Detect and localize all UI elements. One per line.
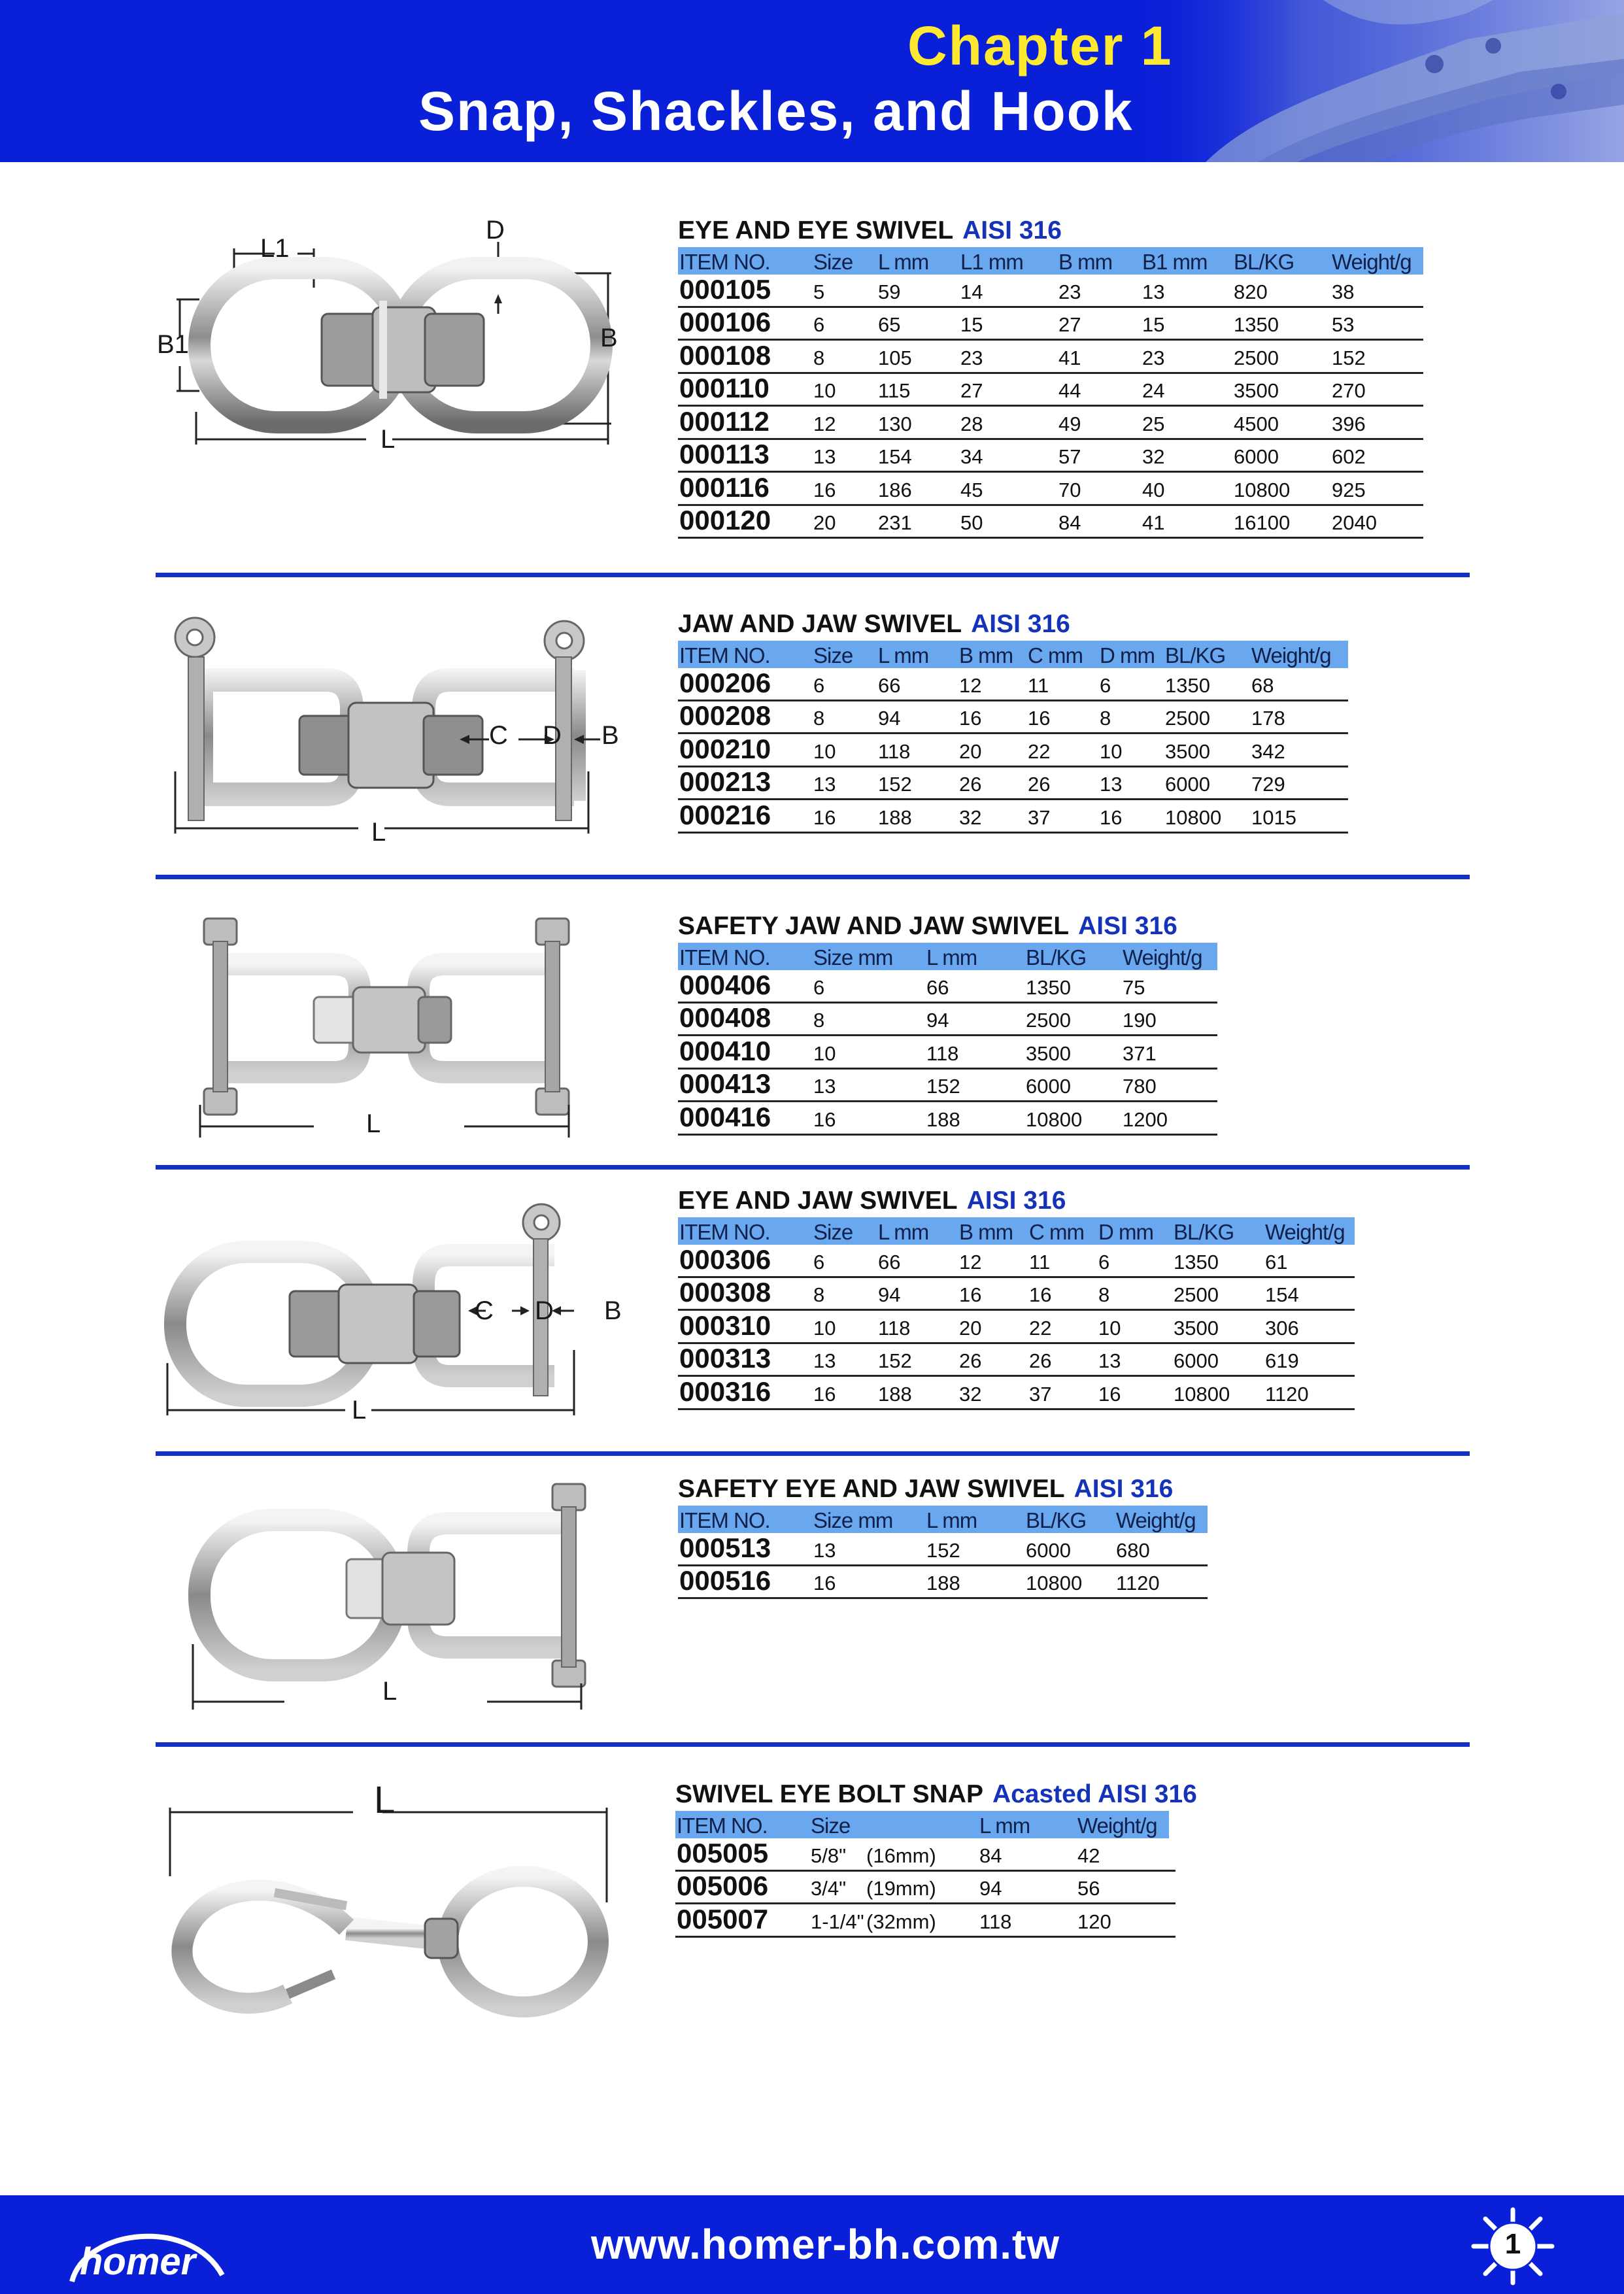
table-cell: 8 [813, 1283, 825, 1306]
table-row [678, 1036, 1217, 1070]
item-number: 000116 [679, 471, 770, 503]
dim-l-label: L [382, 1677, 398, 1706]
table-cell: 396 [1332, 412, 1366, 435]
table-cell: (32mm) [866, 1910, 936, 1933]
item-number: 000120 [679, 505, 771, 535]
table-cell: 41 [1058, 346, 1081, 369]
table-row [675, 1904, 1176, 1938]
table-cell: 25 [1142, 412, 1165, 435]
table-cell: 270 [1332, 379, 1366, 402]
table-cell: 152 [926, 1075, 960, 1098]
homer-logo-text: homer [80, 2240, 196, 2283]
table-cell: 84 [1058, 511, 1081, 534]
table-title: SWIVEL EYE BOLT SNAP Acasted AISI 316 [675, 1780, 1197, 1808]
table-cell: 10800 [1165, 805, 1222, 829]
table-cell: 20 [959, 739, 982, 763]
table-cell: 12 [959, 1250, 982, 1274]
page-number: 1 [1504, 2228, 1521, 2260]
dim-l-label: L [381, 425, 396, 454]
table-row [678, 1278, 1355, 1311]
table-cell: 154 [1265, 1283, 1299, 1306]
chapter-title: Snap, Shackles, and Hook [418, 80, 1134, 142]
safety-jaw-jaw-swivel-figure [190, 912, 582, 1147]
table-cell: 94 [878, 707, 901, 730]
table-title: SAFETY JAW AND JAW SWIVEL AISI 316 [678, 912, 1177, 940]
table-cell: 3/4" [811, 1877, 847, 1900]
table-cell: 10 [813, 379, 836, 402]
table-cell: 10 [1098, 1316, 1121, 1340]
table-cell: 2500 [1234, 346, 1279, 369]
table-cell: 6 [813, 975, 825, 999]
table-cell: 41 [1142, 511, 1165, 534]
page-header [0, 0, 1624, 162]
table-cell: 16 [959, 707, 982, 730]
item-number: 000410 [679, 1035, 771, 1066]
item-number: 000206 [679, 667, 771, 698]
table-cell: 13 [1142, 280, 1165, 303]
table-cell: 11 [1029, 1250, 1051, 1274]
table-cell: 1350 [1234, 313, 1279, 336]
table-cell: 8 [1100, 707, 1111, 730]
table-cell: 118 [979, 1910, 1012, 1933]
table-cell: 23 [1142, 346, 1165, 369]
material-standard: AISI 316 [962, 216, 1062, 245]
table-cell: 306 [1265, 1316, 1299, 1340]
table-cell: 10 [813, 739, 836, 763]
table-cell: 28 [960, 412, 983, 435]
table-cell: 6000 [1026, 1075, 1071, 1098]
table-cell: 619 [1265, 1349, 1299, 1372]
table-cell: 6000 [1174, 1349, 1219, 1372]
table-cell: 24 [1142, 379, 1165, 402]
item-number: 000108 [679, 339, 771, 371]
table-cell: 53 [1332, 313, 1355, 336]
table-cell: 186 [878, 478, 912, 501]
table-cell: 84 [979, 1844, 1002, 1867]
table-row [678, 1533, 1208, 1566]
table-cell: 8 [1098, 1283, 1110, 1306]
table-cell: 3500 [1026, 1041, 1071, 1065]
table-cell: 12 [813, 412, 836, 435]
table-cell: 57 [1058, 445, 1081, 468]
table-cell: 118 [926, 1041, 959, 1065]
table-row [678, 440, 1423, 473]
dim-d-label: D [543, 721, 562, 750]
section-divider [156, 1451, 1470, 1456]
table-cell: 16 [1100, 805, 1123, 829]
table-cell: 152 [926, 1538, 960, 1562]
table-row [678, 374, 1423, 407]
table-row [678, 407, 1423, 440]
table-cell: 8 [813, 1009, 825, 1032]
table-cell: 37 [1028, 805, 1051, 829]
table-cell: 16 [1028, 707, 1051, 730]
table-row [678, 1311, 1355, 1344]
item-number: 005005 [677, 1837, 769, 1868]
table-cell: 152 [1332, 346, 1366, 369]
table-cell: 13 [813, 1075, 836, 1098]
table-cell: 3500 [1174, 1316, 1219, 1340]
table-cell: 50 [960, 511, 983, 534]
table-cell: 10800 [1026, 1107, 1083, 1131]
table-cell: 13 [813, 1538, 836, 1562]
table-cell: 188 [878, 805, 912, 829]
item-number: 000210 [679, 733, 771, 764]
table-row [678, 506, 1423, 539]
table-cell: 820 [1234, 280, 1268, 303]
dim-l1-label: L1 [260, 234, 290, 263]
table-cell: 602 [1332, 445, 1366, 468]
table-cell: 23 [960, 346, 983, 369]
table-header: ITEM NO. Size mm L mm BL/KG Weight/g [678, 1506, 1208, 1533]
eye-jaw-swivel-table [678, 1185, 1355, 1410]
table-cell: 94 [979, 1877, 1002, 1900]
table-cell: 188 [878, 1382, 912, 1406]
table-cell: 22 [1028, 739, 1051, 763]
table-cell: 27 [960, 379, 983, 402]
table-cell: 3500 [1165, 739, 1210, 763]
table-cell: 26 [1029, 1349, 1052, 1372]
table-cell: 115 [878, 379, 911, 402]
dim-b1-label: B1 [157, 330, 189, 359]
table-cell: 16 [1029, 1283, 1052, 1306]
table-cell: 16 [959, 1283, 982, 1306]
table-cell: 23 [1058, 280, 1081, 303]
table-cell: 20 [813, 511, 836, 534]
table-cell: 16 [1098, 1382, 1121, 1406]
table-title: EYE AND JAW SWIVEL AISI 316 [678, 1187, 1066, 1215]
table-cell: 16 [813, 1572, 836, 1594]
table-cell: 118 [878, 739, 911, 763]
table-header: ITEM NO. Size L mm B mm C mm D mm BL/KG Weight/g [678, 641, 1348, 668]
table-cell: 32 [959, 1382, 982, 1406]
table-cell: 20 [959, 1316, 982, 1340]
material-standard: Acasted AISI 316 [992, 1780, 1197, 1808]
eye-jaw-swivel-figure [156, 1193, 626, 1435]
table-cell: 68 [1251, 673, 1274, 697]
table-cell: 4500 [1234, 412, 1279, 435]
table-cell: 26 [1028, 773, 1051, 796]
table-cell: 1350 [1174, 1250, 1219, 1274]
table-cell: 6000 [1165, 773, 1210, 796]
table-cell: 13 [813, 773, 836, 796]
header-shackle-photo [1127, 0, 1624, 162]
item-number: 000113 [679, 439, 770, 469]
table-cell: 2040 [1332, 511, 1377, 534]
table-cell: 5/8" [811, 1844, 847, 1867]
section-divider [156, 1165, 1470, 1170]
table-row [675, 1838, 1176, 1872]
table-cell: 94 [926, 1009, 949, 1032]
item-number: 000208 [679, 700, 771, 731]
table-cell: 178 [1251, 707, 1285, 730]
dim-l-label: L [374, 1779, 396, 1821]
jaw-jaw-swivel-figure [162, 611, 633, 853]
table-row [678, 1377, 1355, 1410]
eye-eye-swivel-figure [150, 216, 660, 464]
dim-l-label: L [366, 1109, 381, 1138]
table-cell: 13 [1098, 1349, 1121, 1372]
table-cell: 10800 [1174, 1382, 1230, 1406]
table-cell: 188 [926, 1107, 960, 1131]
item-number: 000112 [679, 405, 770, 437]
dim-l-label: L [371, 818, 386, 847]
material-standard: AISI 316 [1074, 1475, 1174, 1503]
table-cell: 15 [1142, 313, 1165, 336]
swivel-eye-bolt-snap-figure [157, 1778, 628, 2027]
table-cell: 130 [878, 412, 912, 435]
chapter-number: Chapter 1 [907, 15, 1173, 76]
table-cell: 66 [926, 975, 949, 999]
table-cell: 190 [1123, 1009, 1157, 1032]
table-row [678, 1070, 1217, 1103]
item-number: 000216 [679, 799, 771, 830]
material-standard: AISI 316 [966, 1187, 1066, 1215]
table-cell: 49 [1058, 412, 1081, 435]
table-row [678, 734, 1348, 767]
table-cell: 5 [813, 280, 825, 303]
material-standard: AISI 316 [971, 610, 1070, 638]
item-number: 000408 [679, 1002, 771, 1033]
item-number: 000313 [679, 1343, 771, 1374]
item-number: 005006 [677, 1870, 769, 1901]
table-cell: 10 [1100, 739, 1123, 763]
table-cell: 8 [813, 346, 825, 369]
table-title: EYE AND EYE SWIVEL AISI 316 [678, 216, 1062, 245]
table-cell: 14 [960, 280, 983, 303]
table-cell: 15 [960, 313, 983, 336]
table-row [678, 1004, 1217, 1037]
table-cell: 371 [1123, 1041, 1157, 1065]
safety-eye-jaw-swivel-figure [186, 1474, 605, 1736]
dim-d-label: D [535, 1296, 554, 1325]
table-cell: 6000 [1026, 1538, 1071, 1562]
dim-d-label: D [486, 216, 505, 245]
table-cell: 12 [959, 673, 982, 697]
table-cell: 6 [1098, 1250, 1110, 1274]
table-title: JAW AND JAW SWIVEL AISI 316 [678, 610, 1070, 638]
table-cell: (16mm) [866, 1844, 936, 1867]
table-cell: 2500 [1174, 1283, 1219, 1306]
table-cell: 105 [878, 346, 912, 369]
table-cell: 10800 [1234, 478, 1291, 501]
item-number: 000110 [679, 373, 770, 403]
table-cell: 70 [1058, 478, 1081, 501]
table-cell: 10800 [1026, 1572, 1083, 1594]
table-row [678, 1245, 1355, 1278]
item-number: 000213 [679, 766, 771, 797]
table-cell: 925 [1332, 478, 1366, 501]
table-cell: 10 [813, 1041, 836, 1065]
table-row [678, 701, 1348, 735]
table-header: ITEM NO. Size L mm B mm C mm D mm BL/KG Weight/g [678, 1217, 1355, 1245]
item-number: 000310 [679, 1309, 771, 1341]
table-cell: 16 [813, 805, 836, 829]
table-cell: 1-1/4" [811, 1910, 864, 1933]
table-cell: 59 [878, 280, 901, 303]
table-cell: 32 [1142, 445, 1165, 468]
table-cell: 152 [878, 1349, 912, 1372]
table-cell: 1120 [1265, 1382, 1309, 1406]
table-cell: 42 [1077, 1844, 1100, 1867]
safety-eye-jaw-swivel-table [678, 1473, 1208, 1599]
table-cell: 1350 [1165, 673, 1210, 697]
table-cell: 2500 [1026, 1009, 1071, 1032]
table-cell: 1350 [1026, 975, 1071, 999]
table-row [678, 275, 1423, 308]
table-title: SAFETY EYE AND JAW SWIVEL AISI 316 [678, 1475, 1174, 1503]
item-number: 000406 [679, 969, 771, 1000]
section-divider [156, 1742, 1470, 1747]
table-cell: 22 [1029, 1316, 1052, 1340]
table-cell: 37 [1029, 1382, 1052, 1406]
table-cell: 26 [959, 1349, 982, 1372]
dim-c-label: C [475, 1296, 494, 1325]
jaw-jaw-swivel-table [678, 608, 1348, 834]
table-cell: 16100 [1234, 511, 1291, 534]
table-cell: 6000 [1234, 445, 1279, 468]
table-row [678, 473, 1423, 506]
table-cell: 94 [878, 1283, 901, 1306]
table-cell: 13 [813, 1349, 836, 1372]
table-cell: 66 [878, 1250, 901, 1274]
website-url: www.homer-bh.com.tw [591, 2221, 1060, 2268]
table-cell: 11 [1028, 673, 1049, 697]
table-cell: 13 [813, 445, 836, 468]
table-header: ITEM NO. Size L mm L1 mm B mm B1 mm BL/KG Weight/g [678, 247, 1423, 275]
swivel-eye-bolt-snap-table [675, 1778, 1197, 1938]
table-cell: 66 [878, 673, 901, 697]
table-cell: 1200 [1123, 1107, 1168, 1131]
dim-b-label: B [600, 324, 618, 352]
item-number: 000105 [679, 273, 771, 305]
item-number: 000413 [679, 1068, 771, 1099]
item-number: 000306 [679, 1243, 771, 1275]
table-cell: 75 [1123, 975, 1145, 999]
table-cell: 65 [878, 313, 901, 336]
table-cell: 6 [813, 313, 825, 336]
item-number: 000513 [679, 1532, 771, 1563]
material-standard: AISI 316 [1078, 912, 1177, 940]
table-cell: 120 [1077, 1910, 1111, 1933]
item-number: 000308 [679, 1277, 771, 1307]
table-cell: 61 [1265, 1250, 1288, 1274]
table-cell: 231 [878, 511, 912, 534]
table-cell: 40 [1142, 478, 1165, 501]
table-cell: 16 [813, 1382, 836, 1406]
table-cell: 56 [1077, 1877, 1100, 1900]
table-cell: 152 [878, 773, 912, 796]
item-number: 000106 [679, 307, 771, 337]
table-cell: 2500 [1165, 707, 1210, 730]
table-header: ITEM NO. Size L mm Weight/g [675, 1811, 1169, 1838]
page-footer [0, 2195, 1624, 2294]
table-cell: 8 [813, 707, 825, 730]
table-cell: 44 [1058, 379, 1081, 402]
table-cell: 154 [878, 445, 912, 468]
dim-l-label: L [352, 1396, 367, 1425]
table-row [678, 1102, 1217, 1136]
dim-b-label: B [601, 721, 619, 750]
table-cell: 34 [960, 445, 983, 468]
table-cell: 118 [878, 1316, 911, 1340]
table-row [678, 800, 1348, 834]
table-cell: 32 [959, 805, 982, 829]
table-cell: 13 [1100, 773, 1123, 796]
table-cell: 188 [926, 1572, 960, 1594]
item-number: 000416 [679, 1101, 771, 1132]
table-cell: 16 [813, 1107, 836, 1131]
table-cell: 27 [1058, 313, 1081, 336]
table-row [678, 767, 1348, 801]
table-cell: 16 [813, 478, 836, 501]
table-header: ITEM NO. Size mm L mm BL/KG Weight/g [678, 943, 1217, 970]
item-number: 000516 [679, 1565, 771, 1596]
table-cell: 1015 [1251, 805, 1296, 829]
table-row [678, 970, 1217, 1004]
dim-c-label: C [489, 721, 508, 750]
table-row [678, 308, 1423, 341]
item-number: 000316 [679, 1375, 771, 1407]
safety-jaw-jaw-swivel-table [678, 910, 1217, 1136]
table-cell: 1120 [1116, 1572, 1160, 1594]
table-cell: 729 [1251, 773, 1285, 796]
table-row [678, 341, 1423, 374]
item-number: 005007 [677, 1903, 769, 1934]
table-row [678, 1566, 1208, 1600]
table-cell: 6 [1100, 673, 1111, 697]
table-cell: 342 [1251, 739, 1285, 763]
table-row [678, 1344, 1355, 1377]
table-cell: 6 [813, 1250, 825, 1274]
table-cell: 10 [813, 1316, 836, 1340]
table-cell: 780 [1123, 1075, 1157, 1098]
section-divider [156, 573, 1470, 577]
table-cell: 3500 [1234, 379, 1279, 402]
table-row [675, 1872, 1176, 1905]
table-cell: 6 [813, 673, 825, 697]
dim-b-label: B [604, 1296, 622, 1325]
table-row [678, 668, 1348, 701]
table-cell: 680 [1116, 1538, 1150, 1562]
table-cell: 45 [960, 478, 983, 501]
eye-eye-swivel-table [678, 214, 1423, 539]
table-cell: 38 [1332, 280, 1355, 303]
table-cell: 26 [959, 773, 982, 796]
section-divider [156, 875, 1470, 879]
table-cell: (19mm) [866, 1877, 936, 1900]
